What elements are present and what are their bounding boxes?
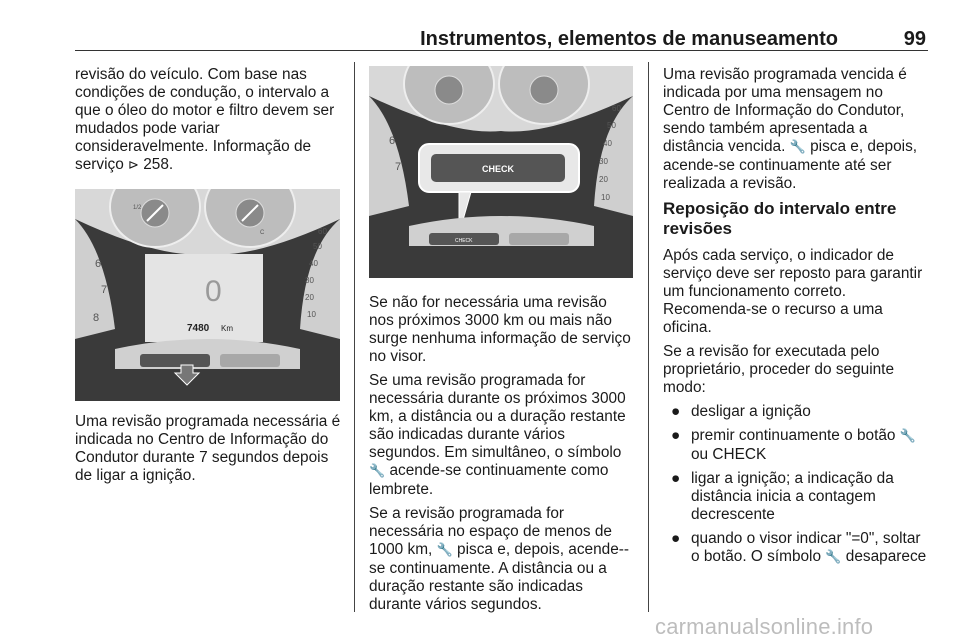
svg-text:6: 6 <box>389 135 396 147</box>
paragraph: revisão do veículo. Com base nas condições de condução, o intervalo a que o óleo do motor e filtro devem ser mudados pode variar consideravelmente. Informação de serviço ⊳ 258. <box>75 66 335 173</box>
instrument-cluster-figure <box>75 189 340 401</box>
paragraph: Após cada serviço, o indicador de serviço deve ser reposto para garantir um funcionamento correto. Recomenda-se o recurso a uma oficina. <box>663 247 923 336</box>
wrench-icon: 🔧 <box>369 464 386 479</box>
page-header <box>75 0 928 50</box>
wrench-icon: 🔧 <box>899 429 916 444</box>
svg-text:50: 50 <box>313 242 322 251</box>
paragraph: Uma revisão programada vencida é indicada por uma mensagem no Centro de Informação do Condutor, sendo também apresentada a distância vencida. 🔧 pisca e, depois, acende-se continuamente até ser realizada a revisão. <box>663 66 918 192</box>
bullet-icon: ● <box>671 427 681 444</box>
svg-text:CHECK: CHECK <box>455 238 473 244</box>
steps-list <box>663 403 928 567</box>
paragraph: Se uma revisão programada for necessária durante os próximos 3000 km, a distância ou a duração restante são indicadas durante vários segundos. Em simultâneo, o símbolo 🔧 acende-se continuamente como lembrete. <box>369 372 626 498</box>
watermark: carmanualsonline.info <box>655 614 874 639</box>
paragraph: Se a revisão for executada pelo proprietário, proceder do seguinte modo: <box>663 343 895 396</box>
column-divider-1 <box>354 62 355 612</box>
svg-text:1/2: 1/2 <box>133 205 142 211</box>
check-message-figure <box>369 66 633 278</box>
paragraph: Uma revisão programada necessária é indicada no Centro de Informação do Condutor durante 7 segundos depois de ligar a ignição. <box>75 413 341 484</box>
wrench-icon: 🔧 <box>436 543 453 558</box>
svg-text:7480: 7480 <box>187 323 210 334</box>
svg-text:7: 7 <box>101 284 108 296</box>
svg-text:8: 8 <box>93 312 100 324</box>
svg-text:0: 0 <box>205 275 222 308</box>
svg-text:6: 6 <box>95 258 102 270</box>
bullet-icon: ● <box>671 530 681 547</box>
column-divider-2 <box>648 62 649 612</box>
svg-text:10: 10 <box>307 310 316 319</box>
column-3 <box>663 66 928 573</box>
column-2 <box>369 66 635 620</box>
list-item: ● premir continuamente o botão 🔧 ou CHECK <box>671 427 916 463</box>
bullet-icon: ● <box>671 470 681 487</box>
svg-text:50: 50 <box>607 121 616 130</box>
svg-text:40: 40 <box>309 259 318 268</box>
svg-text:20: 20 <box>599 175 608 184</box>
wrench-icon: 🔧 <box>825 550 842 565</box>
svg-text:C: C <box>260 230 265 236</box>
page-number: 99 <box>903 28 926 50</box>
svg-text:20: 20 <box>305 293 314 302</box>
page-title: Instrumentos, elementos de manuseamento <box>420 28 838 50</box>
paragraph: Se não for necessária uma revisão nos próximos 3000 km ou mais não surge nenhuma informação de serviço no visor. <box>369 294 631 365</box>
svg-text:CHECK: CHECK <box>482 164 515 174</box>
header-rule <box>75 50 928 51</box>
paragraph: Se a revisão programada for necessária no espaço de menos de 1000 km, 🔧 pisca e, depois, acende--se continuamente. A distância ou a duração restante são indicadas durante vários segundos. <box>369 505 630 613</box>
svg-text:10: 10 <box>601 193 610 202</box>
svg-text:Km: Km <box>221 324 233 333</box>
svg-text:40: 40 <box>603 139 612 148</box>
svg-text:30: 30 <box>305 276 314 285</box>
section-heading: Reposição do intervalo entre revisões <box>663 199 897 238</box>
list-item: ● quando o visor indicar "=0", soltar o botão. O símbolo 🔧 desaparece <box>671 530 927 565</box>
page-reference-icon: ⊳ <box>128 158 139 173</box>
svg-text:60: 60 <box>612 104 621 113</box>
bullet-icon: ● <box>671 403 681 420</box>
svg-text:60: 60 <box>318 227 327 236</box>
list-item: ● desligar a ignição <box>671 403 811 420</box>
column-1 <box>75 66 343 491</box>
svg-text:30: 30 <box>599 157 608 166</box>
wrench-icon: 🔧 <box>789 140 806 155</box>
list-item: ● ligar a ignição; a indicação da distância inicia a contagem decrescente <box>671 470 894 523</box>
svg-text:7: 7 <box>395 161 402 173</box>
